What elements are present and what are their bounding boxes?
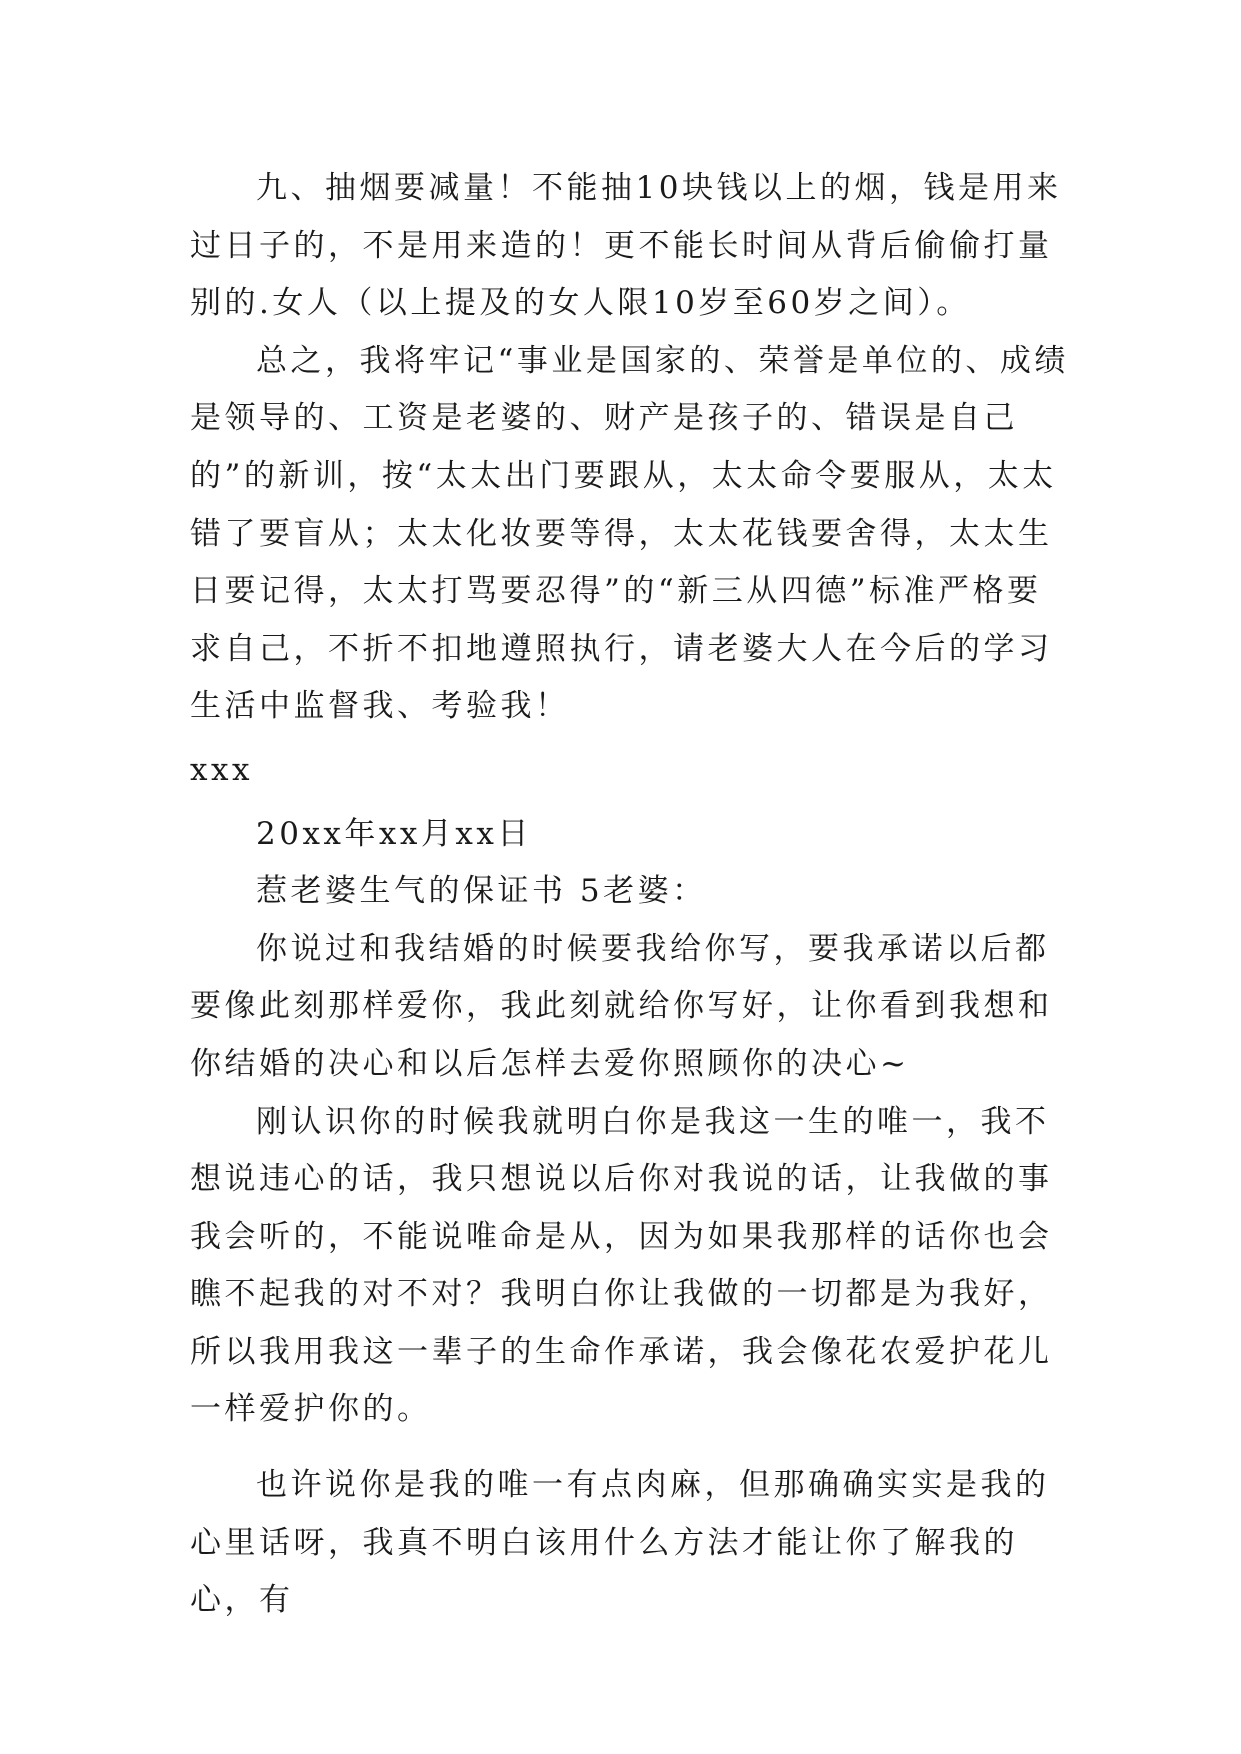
paragraph-summary: 总之，我将牢记“事业是国家的、荣誉是单位的、成绩是领导的、工资是老婆的、财产是孩子的、错误是自己的”的新训，按“太太出门要跟从，太太命令要服从，太太错了要盲从；太太化妆要等得，太太花钱要舍得，太太生日要记得，太太打骂要忍得”的“新三从四德”标准严格要求自己，不折不扣地遵照执行，请老婆大人在今后的学习生活中监督我、考验我！ <box>190 342 1069 725</box>
signature-name: xxx <box>190 751 253 788</box>
paragraph-promise: 你说过和我结婚的时候要我给你写，要我承诺以后都要像此刻那样爱你，我此刻就给你写好，让你看到我想和你结婚的决心和以后怎样去爱你照顾你的决心~ <box>190 930 1053 1082</box>
paragraph-heartfelt: 也许说你是我的唯一有点肉麻，但那确确实实是我的心里话呀，我真不明白该用什么方法才能让你了解我的心，有 <box>190 1467 1050 1619</box>
document-body <box>190 160 1070 1630</box>
paragraph-rule-nine: 九、抽烟要减量！不能抽10块钱以上的烟，钱是用来过日子的，不是用来造的！更不能长时间从背后偷偷打量别的.女人（以上提及的女人限10岁至60岁之间）。 <box>190 170 1062 322</box>
paragraph-first-met: 刚认识你的时候我就明白你是我这一生的唯一，我不想说违心的话，我只想说以后你对我说的话，让我做的事我会听的，不能说唯命是从，因为如果我那样的话你也会瞧不起我的对不对？我明白你让我做的一切都是为我好，所以我用我这一辈子的生命作承诺，我会像花农爱护花儿一样爱护你的。 <box>190 1103 1053 1428</box>
signature-date: 20xx年xx月xx日 <box>256 815 532 852</box>
section-heading: 惹老婆生气的保证书 5老婆： <box>256 873 707 910</box>
